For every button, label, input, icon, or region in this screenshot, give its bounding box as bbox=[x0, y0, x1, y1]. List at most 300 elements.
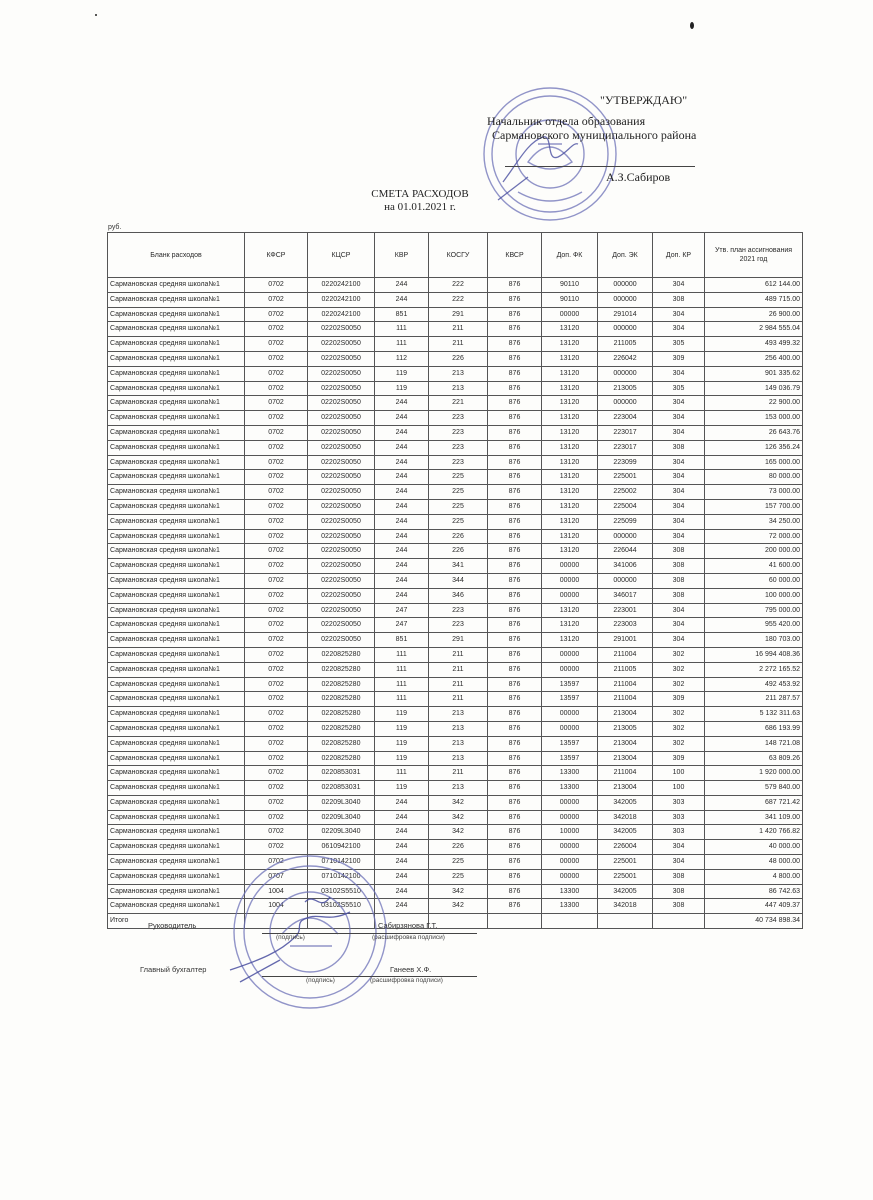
table-cell: 0702 bbox=[245, 485, 308, 500]
table-cell: 225 bbox=[429, 485, 488, 500]
table-cell: 213 bbox=[429, 736, 488, 751]
table-cell: 00000 bbox=[542, 810, 598, 825]
table-cell: 4 800.00 bbox=[705, 869, 803, 884]
table-cell: 02202S0050 bbox=[308, 529, 375, 544]
table-cell: 244 bbox=[375, 278, 429, 293]
table-cell: 302 bbox=[653, 662, 705, 677]
table-cell: 000000 bbox=[598, 278, 653, 293]
table-cell: 901 335.62 bbox=[705, 366, 803, 381]
table-cell: 90110 bbox=[542, 278, 598, 293]
table-cell: 34 250.00 bbox=[705, 514, 803, 529]
table-cell: 342 bbox=[429, 825, 488, 840]
table-cell: 302 bbox=[653, 647, 705, 662]
table-row bbox=[108, 455, 803, 470]
table-row bbox=[108, 899, 803, 914]
table-cell: Сармановская средняя школа№1 bbox=[108, 396, 245, 411]
table-cell: 000000 bbox=[598, 396, 653, 411]
table-cell: 309 bbox=[653, 751, 705, 766]
table-cell: 308 bbox=[653, 588, 705, 603]
accountant-decode-caption: (расшифровка подписи) bbox=[370, 977, 443, 984]
table-cell: 309 bbox=[653, 351, 705, 366]
table-cell: 225001 bbox=[598, 869, 653, 884]
table-cell: 226004 bbox=[598, 840, 653, 855]
table-cell: 00000 bbox=[542, 588, 598, 603]
table-cell: 308 bbox=[653, 573, 705, 588]
table-cell: 304 bbox=[653, 411, 705, 426]
table-cell: 225 bbox=[429, 855, 488, 870]
table-cell: 244 bbox=[375, 840, 429, 855]
approval-sign-line bbox=[505, 166, 695, 167]
table-cell: 211005 bbox=[598, 662, 653, 677]
table-cell: Сармановская средняя школа№1 bbox=[108, 440, 245, 455]
table-cell: 222 bbox=[429, 292, 488, 307]
table-cell: 0702 bbox=[245, 588, 308, 603]
table-cell: 341 bbox=[429, 559, 488, 574]
table-cell: 876 bbox=[488, 425, 542, 440]
table-cell: Сармановская средняя школа№1 bbox=[108, 307, 245, 322]
table-row bbox=[108, 825, 803, 840]
table-cell: 244 bbox=[375, 810, 429, 825]
table-cell: 305 bbox=[653, 337, 705, 352]
table-cell: 211 bbox=[429, 322, 488, 337]
table-cell: 876 bbox=[488, 647, 542, 662]
table-cell: 02202S0050 bbox=[308, 559, 375, 574]
table-cell: 0702 bbox=[245, 292, 308, 307]
table-cell: 225001 bbox=[598, 470, 653, 485]
table-cell: 876 bbox=[488, 840, 542, 855]
table-cell: 02209L3040 bbox=[308, 810, 375, 825]
table-cell: 03102S5510 bbox=[308, 899, 375, 914]
column-header: Бланк расходов bbox=[108, 233, 245, 278]
table-cell: 612 144.00 bbox=[705, 278, 803, 293]
table-row bbox=[108, 633, 803, 648]
table-cell: 244 bbox=[375, 559, 429, 574]
table-cell: 955 420.00 bbox=[705, 618, 803, 633]
table-cell: Сармановская средняя школа№1 bbox=[108, 485, 245, 500]
table-row bbox=[108, 677, 803, 692]
table-cell: 0710142100 bbox=[308, 869, 375, 884]
table-cell: Сармановская средняя школа№1 bbox=[108, 677, 245, 692]
table-cell: 876 bbox=[488, 899, 542, 914]
table-cell: Сармановская средняя школа№1 bbox=[108, 707, 245, 722]
column-header: Утв. план ассигнования 2021 год bbox=[705, 233, 803, 278]
table-cell: 213004 bbox=[598, 736, 653, 751]
table-cell: 26 900.00 bbox=[705, 307, 803, 322]
table-cell: 876 bbox=[488, 337, 542, 352]
table-cell: Сармановская средняя школа№1 bbox=[108, 647, 245, 662]
table-row bbox=[108, 751, 803, 766]
table-cell: 876 bbox=[488, 618, 542, 633]
table-cell: Сармановская средняя школа№1 bbox=[108, 810, 245, 825]
table-cell: 342 bbox=[429, 795, 488, 810]
table-row bbox=[108, 292, 803, 307]
table-cell: Сармановская средняя школа№1 bbox=[108, 278, 245, 293]
table-cell: 876 bbox=[488, 485, 542, 500]
table-cell: 0702 bbox=[245, 411, 308, 426]
table-cell: 579 840.00 bbox=[705, 781, 803, 796]
table-cell: 291014 bbox=[598, 307, 653, 322]
table-cell: 244 bbox=[375, 425, 429, 440]
table-cell: 119 bbox=[375, 781, 429, 796]
table-cell: Сармановская средняя школа№1 bbox=[108, 514, 245, 529]
table-cell: 148 721.08 bbox=[705, 736, 803, 751]
table-cell: 13597 bbox=[542, 692, 598, 707]
table-cell: 876 bbox=[488, 307, 542, 322]
table-cell: 304 bbox=[653, 485, 705, 500]
table-cell: 876 bbox=[488, 381, 542, 396]
table-cell: 223 bbox=[429, 425, 488, 440]
table-cell: 213 bbox=[429, 781, 488, 796]
table-cell: 0702 bbox=[245, 795, 308, 810]
table-header-row bbox=[108, 233, 803, 278]
table-cell: 02202S0050 bbox=[308, 618, 375, 633]
table-cell: 13120 bbox=[542, 440, 598, 455]
table-row bbox=[108, 381, 803, 396]
table-cell: 244 bbox=[375, 795, 429, 810]
table-cell: 13120 bbox=[542, 337, 598, 352]
table-cell: 111 bbox=[375, 647, 429, 662]
table-cell: Сармановская средняя школа№1 bbox=[108, 337, 245, 352]
table-cell: 0702 bbox=[245, 425, 308, 440]
table-cell: 213 bbox=[429, 721, 488, 736]
table-cell: 342018 bbox=[598, 899, 653, 914]
table-cell: 247 bbox=[375, 618, 429, 633]
table-cell: 73 000.00 bbox=[705, 485, 803, 500]
table-cell: 00000 bbox=[542, 869, 598, 884]
table-cell: 876 bbox=[488, 855, 542, 870]
table-cell: 213004 bbox=[598, 707, 653, 722]
table-cell: 200 000.00 bbox=[705, 544, 803, 559]
total-empty-cell bbox=[488, 914, 542, 929]
table-cell: 687 721.42 bbox=[705, 795, 803, 810]
table-cell: 876 bbox=[488, 529, 542, 544]
table-cell: 876 bbox=[488, 514, 542, 529]
table-cell: 876 bbox=[488, 633, 542, 648]
table-cell: 13597 bbox=[542, 677, 598, 692]
currency-unit: руб. bbox=[108, 224, 122, 231]
table-cell: 02202S0050 bbox=[308, 396, 375, 411]
table-cell: 225 bbox=[429, 869, 488, 884]
table-cell: 876 bbox=[488, 869, 542, 884]
table-cell: Сармановская средняя школа№1 bbox=[108, 322, 245, 337]
head-label: Руководитель bbox=[148, 921, 197, 930]
table-cell: 00000 bbox=[542, 662, 598, 677]
table-cell: 244 bbox=[375, 440, 429, 455]
speck bbox=[95, 14, 97, 16]
table-cell: Сармановская средняя школа№1 bbox=[108, 633, 245, 648]
table-cell: 341 109.00 bbox=[705, 810, 803, 825]
table-row bbox=[108, 603, 803, 618]
table-cell: 0702 bbox=[245, 499, 308, 514]
table-cell: 0702 bbox=[245, 366, 308, 381]
table-cell: 342018 bbox=[598, 810, 653, 825]
table-cell: 0220825280 bbox=[308, 677, 375, 692]
table-row bbox=[108, 781, 803, 796]
table-cell: 0702 bbox=[245, 559, 308, 574]
table-cell: 0702 bbox=[245, 662, 308, 677]
table-cell: 02202S0050 bbox=[308, 425, 375, 440]
table-row bbox=[108, 396, 803, 411]
accountant-label: Главный бухгалтер bbox=[140, 965, 207, 974]
table-cell: 0702 bbox=[245, 825, 308, 840]
table-cell: 225 bbox=[429, 499, 488, 514]
table-cell: 876 bbox=[488, 411, 542, 426]
table-cell: 0710142100 bbox=[308, 855, 375, 870]
table-cell: 1004 bbox=[245, 884, 308, 899]
table-cell: 000000 bbox=[598, 529, 653, 544]
table-cell: 211 bbox=[429, 766, 488, 781]
table-cell: Сармановская средняя школа№1 bbox=[108, 795, 245, 810]
table-cell: 10000 bbox=[542, 825, 598, 840]
table-cell: 447 409.37 bbox=[705, 899, 803, 914]
table-cell: 304 bbox=[653, 514, 705, 529]
table-cell: 02202S0050 bbox=[308, 322, 375, 337]
table-cell: 308 bbox=[653, 884, 705, 899]
table-cell: 13300 bbox=[542, 766, 598, 781]
table-cell: 308 bbox=[653, 899, 705, 914]
table-cell: 63 809.26 bbox=[705, 751, 803, 766]
table-cell: 341006 bbox=[598, 559, 653, 574]
table-cell: 876 bbox=[488, 677, 542, 692]
table-cell: Сармановская средняя школа№1 bbox=[108, 781, 245, 796]
table-cell: 02202S0050 bbox=[308, 603, 375, 618]
table-cell: 304 bbox=[653, 455, 705, 470]
table-cell: 0610942100 bbox=[308, 840, 375, 855]
table-cell: 2 984 555.04 bbox=[705, 322, 803, 337]
table-cell: 111 bbox=[375, 677, 429, 692]
table-cell: 40 000.00 bbox=[705, 840, 803, 855]
table-cell: 0220853031 bbox=[308, 781, 375, 796]
table-cell: 876 bbox=[488, 884, 542, 899]
table-cell: 13120 bbox=[542, 485, 598, 500]
table-cell: 02202S0050 bbox=[308, 351, 375, 366]
table-cell: 13120 bbox=[542, 514, 598, 529]
table-cell: 90110 bbox=[542, 292, 598, 307]
table-cell: 000000 bbox=[598, 322, 653, 337]
table-cell: 00000 bbox=[542, 707, 598, 722]
table-cell: Сармановская средняя школа№1 bbox=[108, 884, 245, 899]
table-row bbox=[108, 278, 803, 293]
table-cell: 876 bbox=[488, 721, 542, 736]
table-cell: 223 bbox=[429, 618, 488, 633]
table-cell: 02202S0050 bbox=[308, 366, 375, 381]
table-cell: 302 bbox=[653, 707, 705, 722]
table-cell: 211004 bbox=[598, 692, 653, 707]
table-cell: 876 bbox=[488, 825, 542, 840]
table-cell: 342 bbox=[429, 899, 488, 914]
table-cell: 22 900.00 bbox=[705, 396, 803, 411]
table-cell: 876 bbox=[488, 396, 542, 411]
table-cell: 02202S0050 bbox=[308, 514, 375, 529]
table-cell: 303 bbox=[653, 825, 705, 840]
table-cell: 211004 bbox=[598, 677, 653, 692]
table-cell: 0702 bbox=[245, 855, 308, 870]
table-cell: Сармановская средняя школа№1 bbox=[108, 559, 245, 574]
table-cell: 60 000.00 bbox=[705, 573, 803, 588]
table-cell: 0702 bbox=[245, 692, 308, 707]
head-name: Сабирзянова Г.Т. bbox=[378, 921, 438, 930]
table-cell: 72 000.00 bbox=[705, 529, 803, 544]
table-cell: Сармановская средняя школа№1 bbox=[108, 869, 245, 884]
table-cell: Сармановская средняя школа№1 bbox=[108, 662, 245, 677]
table-cell: 304 bbox=[653, 499, 705, 514]
table-cell: 244 bbox=[375, 411, 429, 426]
table-cell: Сармановская средняя школа№1 bbox=[108, 381, 245, 396]
document-date: на 01.01.2021 г. bbox=[384, 201, 456, 213]
table-cell: 225099 bbox=[598, 514, 653, 529]
table-cell: 244 bbox=[375, 455, 429, 470]
table-cell: 0702 bbox=[245, 647, 308, 662]
table-cell: 226 bbox=[429, 529, 488, 544]
table-cell: 0220242100 bbox=[308, 278, 375, 293]
table-cell: 112 bbox=[375, 351, 429, 366]
table-cell: 211005 bbox=[598, 337, 653, 352]
document-title: СМЕТА РАСХОДОВ bbox=[371, 188, 469, 200]
table-cell: 686 193.99 bbox=[705, 721, 803, 736]
table-cell: 256 400.00 bbox=[705, 351, 803, 366]
official-stamp-bottom bbox=[220, 842, 400, 1022]
table-cell: 0220825280 bbox=[308, 707, 375, 722]
table-cell: 308 bbox=[653, 440, 705, 455]
table-cell: 213 bbox=[429, 381, 488, 396]
total-empty-cell bbox=[542, 914, 598, 929]
table-cell: 308 bbox=[653, 869, 705, 884]
table-row bbox=[108, 573, 803, 588]
table-cell: 876 bbox=[488, 662, 542, 677]
table-cell: 5 132 311.63 bbox=[705, 707, 803, 722]
column-header: КЦСР bbox=[308, 233, 375, 278]
table-cell: 342 bbox=[429, 810, 488, 825]
table-cell: 1 920 000.00 bbox=[705, 766, 803, 781]
table-cell: 111 bbox=[375, 662, 429, 677]
table-row bbox=[108, 840, 803, 855]
table-cell: 876 bbox=[488, 544, 542, 559]
table-row bbox=[108, 884, 803, 899]
table-cell: 0702 bbox=[245, 840, 308, 855]
column-header: Доп. ЭК bbox=[598, 233, 653, 278]
table-cell: 309 bbox=[653, 692, 705, 707]
table-cell: 304 bbox=[653, 396, 705, 411]
table-cell: 308 bbox=[653, 292, 705, 307]
table-cell: 291 bbox=[429, 633, 488, 648]
table-cell: Сармановская средняя школа№1 bbox=[108, 351, 245, 366]
table-row bbox=[108, 618, 803, 633]
table-cell: 0220825280 bbox=[308, 662, 375, 677]
table-cell: 02202S0050 bbox=[308, 381, 375, 396]
table-cell: 13120 bbox=[542, 396, 598, 411]
table-row bbox=[108, 529, 803, 544]
table-cell: 342005 bbox=[598, 884, 653, 899]
table-cell: 111 bbox=[375, 337, 429, 352]
table-cell: 000000 bbox=[598, 292, 653, 307]
table-cell: 223 bbox=[429, 455, 488, 470]
table-cell: 346017 bbox=[598, 588, 653, 603]
table-cell: 225002 bbox=[598, 485, 653, 500]
table-cell: Сармановская средняя школа№1 bbox=[108, 825, 245, 840]
table-cell: 0702 bbox=[245, 455, 308, 470]
table-cell: 02202S0050 bbox=[308, 411, 375, 426]
table-cell: Сармановская средняя школа№1 bbox=[108, 425, 245, 440]
table-cell: 0702 bbox=[245, 337, 308, 352]
table-cell: Сармановская средняя школа№1 bbox=[108, 573, 245, 588]
table-cell: 225 bbox=[429, 470, 488, 485]
table-cell: 223003 bbox=[598, 618, 653, 633]
table-cell: 876 bbox=[488, 751, 542, 766]
table-cell: 304 bbox=[653, 425, 705, 440]
table-cell: 213 bbox=[429, 366, 488, 381]
table-cell: 0702 bbox=[245, 544, 308, 559]
table-cell: 344 bbox=[429, 573, 488, 588]
table-cell: 86 742.63 bbox=[705, 884, 803, 899]
table-cell: 111 bbox=[375, 322, 429, 337]
table-row bbox=[108, 855, 803, 870]
table-cell: 213 bbox=[429, 707, 488, 722]
table-cell: 13120 bbox=[542, 411, 598, 426]
table-cell: Сармановская средняя школа№1 bbox=[108, 692, 245, 707]
table-cell: 304 bbox=[653, 529, 705, 544]
column-header: КОСГУ bbox=[429, 233, 488, 278]
table-cell: 119 bbox=[375, 707, 429, 722]
table-cell: 223017 bbox=[598, 440, 653, 455]
table-cell: 13300 bbox=[542, 884, 598, 899]
table-cell: 1 420 766.82 bbox=[705, 825, 803, 840]
table-cell: 02202S0050 bbox=[308, 588, 375, 603]
table-cell: 851 bbox=[375, 633, 429, 648]
table-cell: 0702 bbox=[245, 618, 308, 633]
table-cell: 211 287.57 bbox=[705, 692, 803, 707]
table-cell: 111 bbox=[375, 692, 429, 707]
table-cell: 211 bbox=[429, 692, 488, 707]
table-cell: 119 bbox=[375, 721, 429, 736]
table-cell: 02202S0050 bbox=[308, 470, 375, 485]
head-decode-caption: (расшифровка подписи) bbox=[372, 934, 445, 941]
table-cell: 0220242100 bbox=[308, 307, 375, 322]
table-row bbox=[108, 307, 803, 322]
table-cell: Сармановская средняя школа№1 bbox=[108, 529, 245, 544]
table-cell: 244 bbox=[375, 869, 429, 884]
table-cell: 0702 bbox=[245, 381, 308, 396]
table-cell: 489 715.00 bbox=[705, 292, 803, 307]
table-cell: 13120 bbox=[542, 618, 598, 633]
table-cell: 02202S0050 bbox=[308, 633, 375, 648]
table-row bbox=[108, 351, 803, 366]
table-cell: 111 bbox=[375, 766, 429, 781]
table-cell: 13597 bbox=[542, 751, 598, 766]
table-cell: 180 703.00 bbox=[705, 633, 803, 648]
table-cell: 304 bbox=[653, 840, 705, 855]
table-cell: 492 453.92 bbox=[705, 677, 803, 692]
table-cell: 1004 bbox=[245, 899, 308, 914]
table-cell: 13120 bbox=[542, 425, 598, 440]
column-header: КВСР bbox=[488, 233, 542, 278]
table-cell: 02202S0050 bbox=[308, 499, 375, 514]
table-cell: 26 643.76 bbox=[705, 425, 803, 440]
table-cell: 153 000.00 bbox=[705, 411, 803, 426]
table-cell: Сармановская средняя школа№1 bbox=[108, 588, 245, 603]
table-cell: 2 272 165.52 bbox=[705, 662, 803, 677]
table-cell: 211 bbox=[429, 677, 488, 692]
approval-organization: Сармановского муниципального района bbox=[492, 128, 697, 142]
total-empty-cell bbox=[653, 914, 705, 929]
table-cell: 00000 bbox=[542, 307, 598, 322]
table-cell: 244 bbox=[375, 470, 429, 485]
table-cell: 308 bbox=[653, 559, 705, 574]
total-label: Итого bbox=[108, 914, 245, 929]
table-cell: 304 bbox=[653, 855, 705, 870]
table-cell: 00000 bbox=[542, 840, 598, 855]
table-cell: 244 bbox=[375, 855, 429, 870]
table-cell: Сармановская средняя школа№1 bbox=[108, 899, 245, 914]
